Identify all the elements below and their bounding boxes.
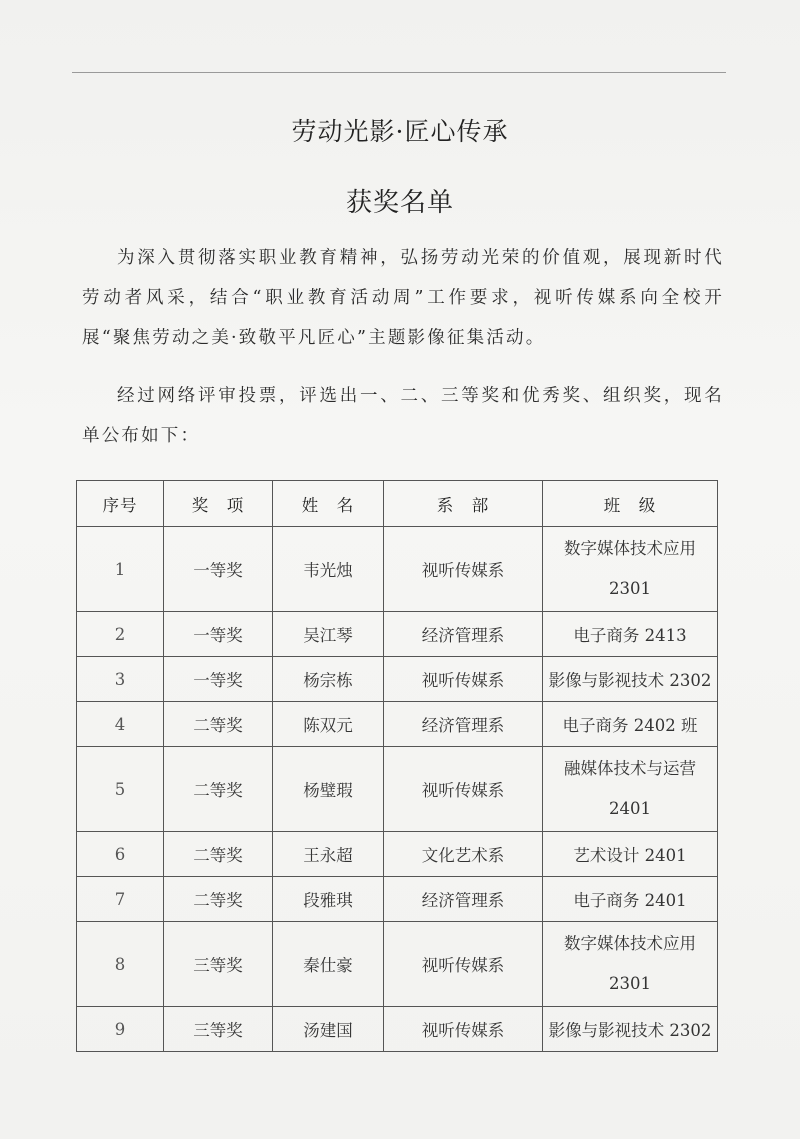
cell-class: 影像与影视技术 2302 [543,1007,718,1052]
cell-dept: 视听传媒系 [384,747,543,832]
intro-paragraph: 为深入贯彻落实职业教育精神，弘扬劳动光荣的价值观，展现新时代劳动者风采，结合“职业教育活动周”工作要求，视听传媒系向全校开展“聚焦劳动之美·致敬平凡匠心”主题影像征集活动。 [82,248,724,348]
document-subtitle: 获奖名单 [345,188,454,218]
cell-dept: 经济管理系 [384,877,543,922]
cell-award: 二等奖 [164,702,273,747]
cell-no: 7 [77,877,164,922]
header-name: 姓 名 [273,481,384,527]
table-header-row [77,481,718,527]
cell-dept: 视听传媒系 [384,1007,543,1052]
cell-award: 一等奖 [164,527,273,612]
cell-award: 一等奖 [164,612,273,657]
cell-name: 杨璧瑕 [273,747,384,832]
cell-name: 秦仕豪 [273,922,384,1007]
cell-dept: 视听传媒系 [384,922,543,1007]
cell-class: 电子商务 2402 班 [543,702,718,747]
table-row [77,877,718,922]
table-row [77,702,718,747]
header-rule [72,72,726,73]
table-row [77,527,718,612]
cell-class: 数字媒体技术应用2301 [543,527,718,612]
document-title: 劳动光影·匠心传承 [291,117,509,146]
cell-class: 影像与影视技术 2302 [543,657,718,702]
result-paragraph: 经过网络评审投票，评选出一、二、三等奖和优秀奖、组织奖，现名单公布如下： [82,386,724,446]
cell-no: 8 [77,922,164,1007]
cell-class: 电子商务 2401 [543,877,718,922]
cell-no: 5 [77,747,164,832]
cell-award: 一等奖 [164,657,273,702]
cell-class: 数字媒体技术应用2301 [543,922,718,1007]
cell-no: 3 [77,657,164,702]
cell-dept: 视听传媒系 [384,657,543,702]
cell-award: 二等奖 [164,832,273,877]
cell-name: 韦光烛 [273,527,384,612]
cell-dept: 视听传媒系 [384,527,543,612]
cell-name: 汤建国 [273,1007,384,1052]
cell-name: 吴江琴 [273,612,384,657]
cell-name: 王永超 [273,832,384,877]
cell-award: 三等奖 [164,922,273,1007]
cell-dept: 经济管理系 [384,702,543,747]
cell-award: 二等奖 [164,877,273,922]
table-row [77,1007,718,1052]
cell-no: 6 [77,832,164,877]
table-row [77,657,718,702]
cell-dept: 文化艺术系 [384,832,543,877]
cell-no: 9 [77,1007,164,1052]
cell-name: 段雅琪 [273,877,384,922]
award-table [76,480,718,1052]
header-class: 班 级 [543,481,718,527]
table-row [77,832,718,877]
cell-name: 陈双元 [273,702,384,747]
header-award: 奖 项 [164,481,273,527]
cell-class: 艺术设计 2401 [543,832,718,877]
cell-award: 二等奖 [164,747,273,832]
table-row [77,612,718,657]
cell-dept: 经济管理系 [384,612,543,657]
cell-no: 1 [77,527,164,612]
cell-award: 三等奖 [164,1007,273,1052]
table-row [77,747,718,832]
header-dept: 系 部 [384,481,543,527]
header-no: 序号 [77,481,164,527]
cell-class: 融媒体技术与运营2401 [543,747,718,832]
cell-no: 2 [77,612,164,657]
cell-class: 电子商务 2413 [543,612,718,657]
cell-no: 4 [77,702,164,747]
table-row [77,922,718,1007]
cell-name: 杨宗栋 [273,657,384,702]
